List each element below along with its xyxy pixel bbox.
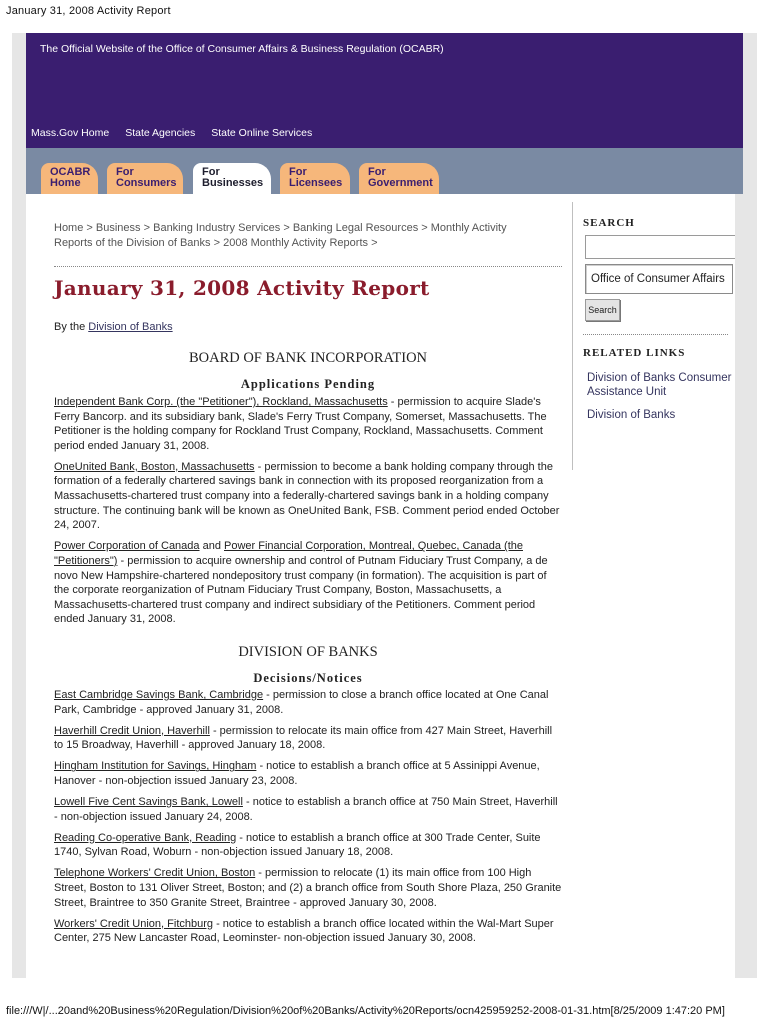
entry-text: - notice to establish a branch office at 5 Assinippi Avenue, Hanover - non-objection issued January 23, 2008.	[54, 760, 540, 787]
site-title: The Official Website of the Office of Consumer Affairs & Business Regulation (OCABR)	[40, 43, 444, 55]
entry-text: - permission to relocate (1) its main office from 100 High Street, Boston to 131 Oliver Street, Boston; and (2) a branch office from South Shore Plaza, 250 Granite Street, Braintree to 350 Granite Street, Braintree - approved January 30, 2008.	[54, 867, 562, 909]
list-item	[54, 724, 562, 753]
entry-text: - notice to establish a branch office at 750 Main Street, Haverhill - non-objection issued January 24, 2008.	[54, 796, 558, 823]
tab-label-line1: For	[202, 166, 220, 178]
tab-for-government[interactable]	[359, 163, 439, 194]
entry-link[interactable]: Lowell Five Cent Savings Bank, Lowell	[54, 796, 243, 809]
nav-state-online-services[interactable]: State Online Services	[211, 127, 313, 139]
tab-label-line1: For	[116, 166, 134, 178]
entry-link[interactable]: Workers' Credit Union, Fitchburg	[54, 917, 214, 930]
entry-text: - permission to acquire Slade's Ferry Bancorp. and its subsidiary bank, Slade's Ferry Trust Company, Somerset, Massachusetts. The Petitioner is the holding company for Rockland Trust Company, Rockland, Massachusetts. Comment period ended January 31, 2008.	[54, 396, 547, 452]
list-item	[54, 460, 562, 533]
breadcrumb-monthly-activity-reports[interactable]: Monthly Activity Reports of the Division of Banks	[54, 222, 507, 249]
tab-label-line2: Licensees	[289, 177, 343, 189]
top-nav	[31, 127, 312, 139]
list-item	[54, 395, 562, 453]
tab-label-line2: Government	[368, 177, 433, 189]
entry-link-2[interactable]: Power Financial Corporation, Montreal, Quebec, Canada (the "Petitioners")	[54, 540, 523, 567]
division-heading: DIVISION OF BANKS	[238, 644, 378, 660]
print-header: January 31, 2008 Activity Report	[6, 5, 171, 17]
tab-label-line1: OCABR	[50, 166, 91, 178]
breadcrumb	[54, 221, 534, 250]
breadcrumb-business[interactable]: Business	[95, 222, 141, 234]
byline-prefix: By the	[54, 321, 86, 333]
search-box-frame	[585, 235, 735, 259]
column-divider	[572, 202, 573, 470]
tab-for-licensees[interactable]	[280, 163, 350, 194]
board-heading: BOARD OF BANK INCORPORATION	[188, 350, 428, 366]
list-item	[54, 539, 562, 627]
list-item	[54, 866, 562, 910]
entry-text: - permission to acquire ownership and control of Putnam Fiduciary Trust Company, a de novo New Hampshire-chartered nondepository trust company (in formation). The acquisition is part of the corporate reorganization of Putnam Fiduciary Trust Company, Boston, Massachusetts, a Massachusetts-chartered trust company and indirect subsidiary of the Petitioners. Comment period ended January 31, 2008.	[54, 554, 548, 626]
tab-for-consumers[interactable]	[107, 163, 183, 194]
entry-link[interactable]: Power Corporation of Canada	[54, 540, 200, 553]
breadcrumb-separator: >	[86, 222, 93, 234]
entry-link[interactable]: Haverhill Credit Union, Haverhill	[54, 724, 210, 737]
entry-link[interactable]: Telephone Workers' Credit Union, Boston	[54, 867, 256, 880]
sidebar-divider	[583, 334, 728, 335]
list-item	[54, 759, 562, 788]
search-heading: SEARCH	[583, 217, 635, 229]
list-item	[54, 795, 562, 824]
entry-link[interactable]: Independent Bank Corp. (the "Petitioner"), Rockland, Massachusetts	[54, 396, 388, 408]
decisions-notices-heading: Decisions/Notices	[253, 671, 363, 685]
search-button[interactable]: Search	[585, 299, 620, 321]
breadcrumb-separator: >	[371, 236, 378, 249]
related-links-heading: RELATED LINKS	[583, 347, 686, 359]
tab-for-businesses[interactable]	[193, 163, 271, 194]
board-entries	[54, 395, 562, 633]
byline-division-link[interactable]: Division of Banks	[88, 321, 173, 333]
related-link-division-of-banks[interactable]: Division of Banks	[587, 409, 676, 421]
list-item	[54, 688, 562, 717]
breadcrumb-separator: >	[421, 222, 428, 234]
entry-text: and	[199, 540, 224, 553]
division-entries	[54, 688, 562, 952]
list-item	[54, 917, 562, 946]
nav-mass-gov-home[interactable]: Mass.Gov Home	[31, 127, 110, 139]
entry-link[interactable]: Reading Co-operative Bank, Reading	[54, 831, 237, 844]
list-item	[54, 831, 562, 860]
breadcrumb-separator: >	[213, 236, 221, 249]
breadcrumb-separator: >	[283, 222, 290, 234]
applications-pending-heading: Applications Pending	[240, 377, 376, 391]
entry-link[interactable]: East Cambridge Savings Bank, Cambridge	[54, 689, 264, 701]
entry-text: - permission to close a branch office located at One Canal Park, Cambridge - approved January 31, 2008.	[54, 689, 549, 716]
entry-text: - permission to relocate its main office from 427 Main Street, Haverhill to 15 Broadway, Haverhill - approved January 18, 2008.	[54, 724, 553, 752]
tab-label-line1: For	[368, 166, 386, 178]
tab-label-line1: For	[289, 166, 307, 178]
print-footer: file:///W|/...20and%20Business%20Regulation/Division%20of%20Banks/Activity%20Reports/ocn425959252-2008-01-31.htm[8/25/2009 1:47:20 PM]	[6, 1005, 725, 1017]
tab-label-line2: Home	[50, 177, 81, 189]
site-banner	[26, 33, 743, 148]
entry-link[interactable]: OneUnited Bank, Boston, Massachusetts	[54, 460, 255, 473]
breadcrumb-separator: >	[143, 222, 151, 234]
entry-text: - notice to establish a branch office located within the Wal-Mart Super Center, 275 New Lancaster Road, Leominster- non-objection issued January 30, 2008.	[54, 917, 554, 945]
divider	[54, 266, 562, 267]
breadcrumb-2008-monthly-activity-reports[interactable]: 2008 Monthly Activity Reports	[223, 236, 368, 249]
breadcrumb-banking-legal-resources[interactable]: Banking Legal Resources	[292, 222, 419, 234]
tab-ocabr-home[interactable]	[41, 163, 98, 194]
tab-label-line2: Consumers	[116, 177, 177, 189]
byline	[54, 321, 173, 333]
content-area	[26, 194, 735, 978]
tab-bar	[26, 148, 743, 194]
nav-state-agencies[interactable]: State Agencies	[125, 127, 196, 139]
related-links-list	[587, 371, 735, 431]
entry-text: - permission to become a bank holding company through the formation of a federally chartered savings bank in connection with its proposed reorganization from a Massachusetts-chartered trust company into a federally-chartered savings bank in a holding company structure. The continuing bank will be known as OneUnited Bank, FSB. Comment period ended October 24, 2007.	[54, 460, 560, 532]
breadcrumb-home[interactable]: Home	[54, 222, 84, 234]
entry-text: - notice to establish a branch office at 300 Trade Center, Suite 1740, Sylvan Road, Woburn - non-objection issued January 18, 2008.	[54, 831, 541, 859]
entry-link[interactable]: Hingham Institution for Savings, Hingham	[54, 760, 257, 773]
related-link-consumer-assistance[interactable]: Division of Banks Consumer Assistance Unit	[587, 372, 732, 398]
tab-label-line2: Businesses	[202, 177, 264, 189]
page-title: January 31, 2008 Activity Report	[54, 276, 430, 300]
search-input[interactable]	[585, 264, 733, 294]
breadcrumb-banking-industry-services[interactable]: Banking Industry Services	[153, 222, 281, 234]
